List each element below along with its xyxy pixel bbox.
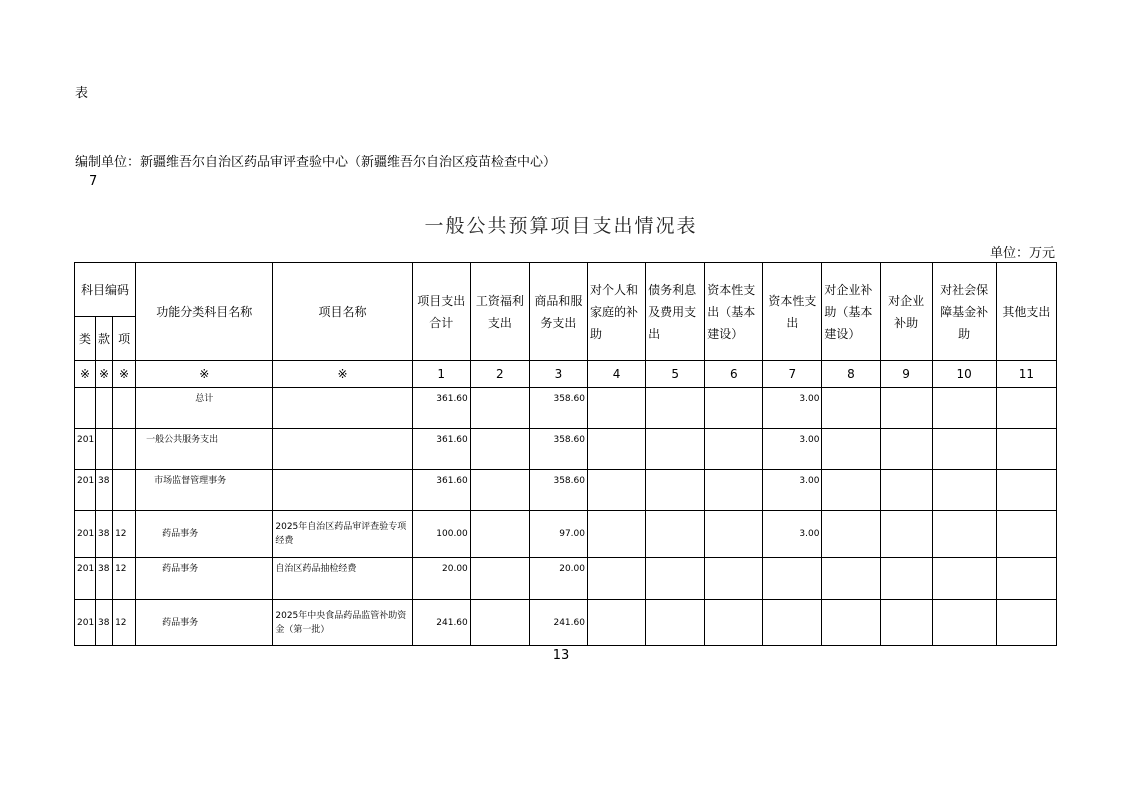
cell-goods-services: 20.00 xyxy=(529,558,587,600)
cell-function-name: 药品事务 xyxy=(136,558,273,600)
cell-lei: 201 xyxy=(75,558,96,600)
table-row xyxy=(75,600,1057,646)
cell-kuan xyxy=(96,388,113,429)
cell-goods-services: 358.60 xyxy=(529,470,587,511)
col-number: 2 xyxy=(470,361,529,388)
header-col-10: 对社会保障基金补助 xyxy=(932,263,996,361)
cell-function-name: 市场监督管理事务 xyxy=(136,470,273,511)
cell-lei: 201 xyxy=(75,470,96,511)
col-number: 1 xyxy=(412,361,470,388)
cell-empty xyxy=(880,470,932,511)
cell-empty xyxy=(587,470,645,511)
cell-total: 241.60 xyxy=(412,600,470,646)
cell-empty xyxy=(470,558,529,600)
mark-function-name: ※ xyxy=(136,361,273,388)
col-number: 11 xyxy=(996,361,1056,388)
cell-empty xyxy=(880,429,932,470)
compiling-unit: 编制单位：新疆维吾尔自治区药品审评查验中心（新疆维吾尔自治区疫苗检查中心） xyxy=(75,155,557,170)
cell-empty xyxy=(646,558,705,600)
cell-capital xyxy=(763,600,822,646)
cell-empty xyxy=(705,511,763,558)
cell-empty xyxy=(470,388,529,429)
cell-lei xyxy=(75,388,96,429)
budget-table xyxy=(74,262,1057,646)
cell-project-name: 自治区药品抽检经费 xyxy=(273,558,412,600)
cell-empty xyxy=(646,429,705,470)
cell-empty xyxy=(470,429,529,470)
header-col-8: 对企业补助（基本建设） xyxy=(822,263,880,361)
col-number: 8 xyxy=(822,361,880,388)
cell-empty xyxy=(705,600,763,646)
cell-total: 20.00 xyxy=(412,558,470,600)
header-xiang: 项 xyxy=(113,317,136,361)
cell-goods-services: 358.60 xyxy=(529,429,587,470)
cell-goods-services: 97.00 xyxy=(529,511,587,558)
cell-total: 361.60 xyxy=(412,429,470,470)
cell-empty xyxy=(822,511,880,558)
cell-xiang: 12 xyxy=(113,558,136,600)
cell-empty xyxy=(646,388,705,429)
cell-empty xyxy=(822,388,880,429)
cell-empty xyxy=(646,470,705,511)
page-title: 一般公共预算项目支出情况表 xyxy=(424,215,698,237)
header-col-2: 工资福利支出 xyxy=(470,263,529,361)
cell-empty xyxy=(587,558,645,600)
cell-total: 361.60 xyxy=(412,388,470,429)
page-number: 13 xyxy=(552,648,570,663)
cell-capital: 3.00 xyxy=(763,470,822,511)
cell-empty xyxy=(996,511,1056,558)
cell-lei: 201 xyxy=(75,600,96,646)
cell-empty xyxy=(587,429,645,470)
cell-empty xyxy=(705,558,763,600)
cell-empty xyxy=(705,429,763,470)
cell-empty xyxy=(646,600,705,646)
cell-xiang xyxy=(113,429,136,470)
header-lei: 类 xyxy=(75,317,96,361)
cell-empty xyxy=(880,558,932,600)
cell-empty xyxy=(822,600,880,646)
cell-empty xyxy=(932,429,996,470)
cell-empty xyxy=(470,600,529,646)
sheet-label: 表 xyxy=(75,86,89,101)
cell-empty xyxy=(470,511,529,558)
cell-empty xyxy=(822,429,880,470)
cell-capital xyxy=(763,558,822,600)
col-number: 7 xyxy=(763,361,822,388)
header-function-name: 功能分类科目名称 xyxy=(136,263,273,361)
header-project-name: 项目名称 xyxy=(273,263,412,361)
col-number: 6 xyxy=(705,361,763,388)
cell-empty xyxy=(932,388,996,429)
cell-lei: 201 xyxy=(75,429,96,470)
col-number: 9 xyxy=(880,361,932,388)
cell-empty xyxy=(932,511,996,558)
money-unit: 单位：万元 xyxy=(990,246,1056,261)
cell-capital: 3.00 xyxy=(763,511,822,558)
cell-xiang: 12 xyxy=(113,600,136,646)
cell-total: 361.60 xyxy=(412,470,470,511)
header-col-1: 项目支出合计 xyxy=(412,263,470,361)
cell-empty xyxy=(880,600,932,646)
cell-empty xyxy=(880,388,932,429)
cell-project-name: 2025年中央食品药品监管补助资金（第一批） xyxy=(273,600,412,646)
header-col-4: 对个人和家庭的补助 xyxy=(587,263,645,361)
header-col-6: 资本性支出（基本建设） xyxy=(705,263,763,361)
mark-xiang: ※ xyxy=(113,361,136,388)
cell-capital: 3.00 xyxy=(763,429,822,470)
cell-empty xyxy=(996,600,1056,646)
cell-empty xyxy=(996,429,1056,470)
cell-empty xyxy=(822,470,880,511)
cell-empty xyxy=(996,388,1056,429)
cell-xiang: 12 xyxy=(113,511,136,558)
table-row xyxy=(75,511,1057,558)
cell-total: 100.00 xyxy=(412,511,470,558)
col-number: 5 xyxy=(646,361,705,388)
cell-goods-services: 358.60 xyxy=(529,388,587,429)
cell-function-name: 总计 xyxy=(136,388,273,429)
cell-xiang xyxy=(113,470,136,511)
cell-capital: 3.00 xyxy=(763,388,822,429)
cell-empty xyxy=(470,470,529,511)
cell-empty xyxy=(932,470,996,511)
cell-project-name: 2025年自治区药品审评查验专项经费 xyxy=(273,511,412,558)
cell-xiang xyxy=(113,388,136,429)
cell-empty xyxy=(705,388,763,429)
cell-empty xyxy=(880,511,932,558)
cell-empty xyxy=(587,511,645,558)
table-row xyxy=(75,470,1057,511)
header-col-11: 其他支出 xyxy=(996,263,1056,361)
cell-project-name xyxy=(273,470,412,511)
sequence-number: 7 xyxy=(89,174,98,189)
cell-kuan xyxy=(96,429,113,470)
cell-kuan: 38 xyxy=(96,600,113,646)
header-subject-code: 科目编码 xyxy=(75,263,136,317)
cell-empty xyxy=(587,600,645,646)
col-number: 3 xyxy=(529,361,587,388)
header-col-7: 资本性支出 xyxy=(763,263,822,361)
cell-empty xyxy=(932,600,996,646)
cell-empty xyxy=(822,558,880,600)
cell-function-name: 药品事务 xyxy=(136,511,273,558)
cell-empty xyxy=(646,511,705,558)
mark-kuan: ※ xyxy=(96,361,113,388)
cell-kuan: 38 xyxy=(96,558,113,600)
mark-project-name: ※ xyxy=(273,361,412,388)
cell-empty xyxy=(932,558,996,600)
cell-project-name xyxy=(273,429,412,470)
cell-function-name: 药品事务 xyxy=(136,600,273,646)
cell-empty xyxy=(996,470,1056,511)
table-row xyxy=(75,558,1057,600)
cell-empty xyxy=(996,558,1056,600)
col-number: 4 xyxy=(587,361,645,388)
header-col-3: 商品和服务支出 xyxy=(529,263,587,361)
cell-kuan: 38 xyxy=(96,470,113,511)
cell-function-name: 一般公共服务支出 xyxy=(136,429,273,470)
cell-empty xyxy=(587,388,645,429)
table-row xyxy=(75,388,1057,429)
header-kuan: 款 xyxy=(96,317,113,361)
cell-lei: 201 xyxy=(75,511,96,558)
mark-lei: ※ xyxy=(75,361,96,388)
header-col-5: 债务利息及费用支出 xyxy=(646,263,705,361)
cell-project-name xyxy=(273,388,412,429)
cell-goods-services: 241.60 xyxy=(529,600,587,646)
col-number: 10 xyxy=(932,361,996,388)
cell-empty xyxy=(705,470,763,511)
cell-kuan: 38 xyxy=(96,511,113,558)
table-row xyxy=(75,429,1057,470)
header-col-9: 对企业补助 xyxy=(880,263,932,361)
